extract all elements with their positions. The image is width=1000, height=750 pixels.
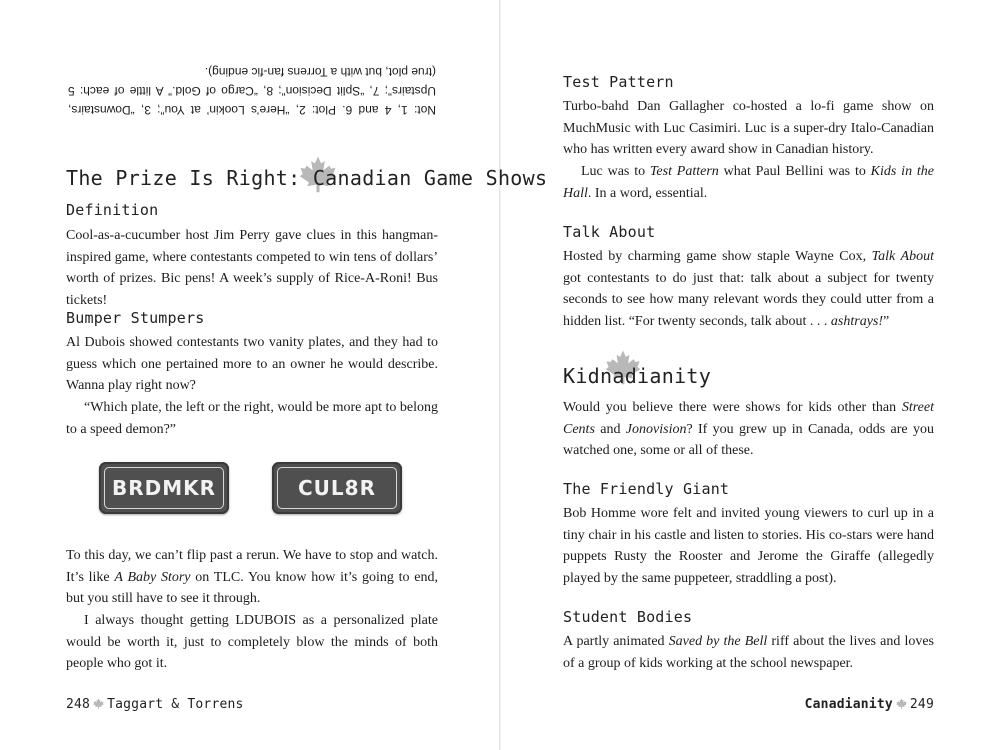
- talk-about-paragraph: Hosted by charming game show staple Wayne Cox, Talk About got contestants to do just that: talk about a subject for twenty seconds to see how many relevant words they could utter from a hidden list. “For twenty seconds, talk about . . . ashtrays!”: [563, 249, 934, 329]
- kidnadianity-title: [563, 364, 711, 388]
- bumper-stumpers-heading: Bumper Stumpers: [66, 309, 205, 327]
- definition-paragraph: Cool-as-a-cucumber host Jim Perry gave clues in this hangman-inspired game, where contestants competed to win tens of dollars’ worth of prizes. Bic pens! A week’s supply of Rice-A-Roni! Bus tickets!: [66, 228, 438, 308]
- definition-heading: Definition: [66, 201, 159, 219]
- license-plate-left: [99, 462, 229, 514]
- kidnadianity-intro: Would you believe there were shows for kids other than Street Cents and Jonovision? If you grew up in Canada, odds are you watched one, some or all of these.: [563, 400, 934, 458]
- plate-text-left: BRDMKR: [104, 467, 224, 509]
- running-head-section: Canadianity: [804, 697, 893, 712]
- license-plate-right: [272, 462, 402, 514]
- right-page: [500, 0, 1000, 750]
- chapter-title-part1: The Prize Is Right:: [66, 166, 301, 190]
- talk-about-heading: Talk About: [563, 223, 656, 241]
- student-bodies-heading: Student Bodies: [563, 608, 693, 626]
- upside-down-answer-note: Not: 1, 4 and 6. Plot: 2, “Here’s Lookin’ at You”; 3, “Downstairs, Upstairs”; 7, “Split Decision”; 8, “Cargo of Gold.” A little of each: 5 (true plot, but with a Torrens fan-fic ending).: [68, 65, 436, 117]
- friendly-giant-heading: The Friendly Giant: [563, 480, 730, 498]
- maple-leaf-icon: [93, 698, 104, 709]
- test-pattern-heading: Test Pattern: [563, 73, 674, 91]
- running-head-author: Taggart & Torrens: [107, 697, 244, 712]
- maple-leaf-icon: [896, 698, 907, 709]
- left-page-number: 248: [66, 697, 91, 712]
- left-footer: [66, 697, 244, 712]
- bumper-stumpers-paragraph-2: “Which plate, the left or the right, would be more apt to belong to a speed demon?”: [66, 400, 438, 437]
- right-page-number: 249: [909, 697, 934, 712]
- chapter-title: [66, 166, 547, 190]
- right-footer: [805, 697, 934, 712]
- bumper-stumpers-paragraph-1: Al Dubois showed contestants two vanity plates, and they had to guess which one pertained more to an owner he would describe. Wanna play right now?: [66, 335, 438, 393]
- kidnadianity-title-text: Kidnadianity: [563, 364, 712, 388]
- plate-text-right: CUL8R: [277, 467, 397, 509]
- rerun-paragraph: To this day, we can’t flip past a rerun. We have to stop and watch. It’s like A Baby Story on TLC. You know how it’s going to end, but you still have to see it through.: [66, 548, 438, 606]
- test-pattern-paragraph-2: Luc was to Test Pattern what Paul Bellini was to Kids in the Hall. In a word, essential.: [563, 164, 934, 201]
- student-bodies-paragraph: A partly animated Saved by the Bell riff about the lives and loves of a group of kids working at the school newspaper.: [563, 634, 934, 671]
- test-pattern-paragraph-1: Turbo-bahd Dan Gallagher co-hosted a lo-fi game show on MuchMusic with Luc Casimiri. Luc is a super-dry Italo-Canadian who has written every award show in Canadian history.: [563, 99, 934, 157]
- chapter-title-part2: Canadian Game Shows: [312, 166, 548, 190]
- ldubois-paragraph: I always thought getting LDUBOIS as a personalized plate would be worth it, just to completely blow the minds of both people who got it.: [66, 613, 438, 671]
- friendly-giant-paragraph: Bob Homme wore felt and invited young viewers to curl up in a tiny chair in his castle and listen to stories. His co-stars were hand puppets Rusty the Rooster and Jerome the Giraffe (allegedly played by the same puppeteer, straddling a post).: [563, 506, 934, 586]
